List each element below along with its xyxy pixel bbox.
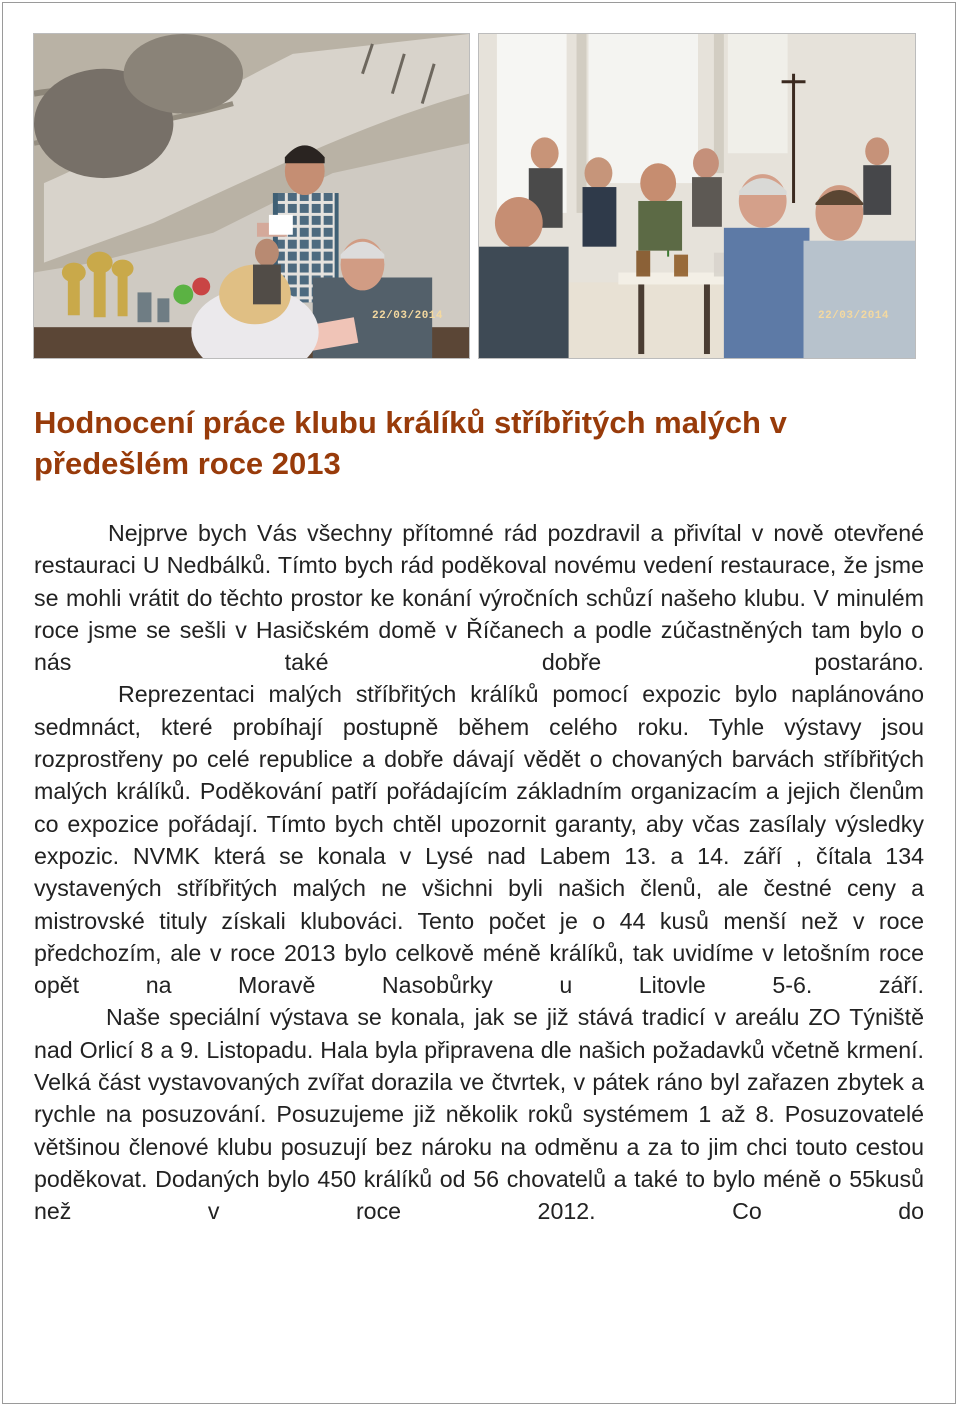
paragraph: Nejprve bych Vás všechny přítomné rád pozdravil a přivítal v nově otevřené restauraci U Nedbálků. Tímto bych rád poděkoval novému vedení restaurace, že jsme se mohli vrátit do těchto prostor ke konání výročních schůzí našeho klubu. V minulém roce jsme se sešli v Hasičském domě v Říčanech a podle zúčastněných tam bylo o nás také dobře postaráno.: [34, 520, 924, 676]
photo-right: [478, 33, 916, 359]
article-title: Hodnocení práce klubu králíků stříbřitých malých v předešlém roce 2013: [34, 405, 787, 481]
article-body: [34, 517, 924, 1228]
paragraph: Reprezentaci malých stříbřitých králíků pomocí expozic bylo naplánováno sedmnáct, které probíhají postupně během celého roku. Tyhle výstavy jsou rozprostřeny po celé republice a dobře dávají vědět o chovaných barvách stříbřitých malých králíků. Poděkování patří pořádajícím základním organizacím a jejich členům co expozice pořádají. Tímto bych chtěl upozornit garanty, aby včas zasílaly výsledky expozic. NVMK která se konala v Lysé nad Labem 13. a 14. září , čítala 134 vystavených stříbřitých malých ne všichni byli našich členů, ale čestné ceny a mistrovské tituly získali klubováci. Tento počet je o 44 kusů menší než v roce předchozím, ale v roce 2013 bylo celkově méně králíků, tak uvidíme v letošním roce opět na Moravě Nasobůrky u Litovle 5-6. září.: [34, 681, 924, 999]
photo-left: [33, 33, 470, 359]
paragraph: Naše speciální výstava se konala, jak se již stává tradicí v areálu ZO Týniště nad Orlicí 8 a 9. Listopadu. Hala byla připravena dle našich požadavků včetně krmení. Velká část vystavovaných zvířat dorazila ve čtvrtek, v pátek ráno byl zařazen zbytek a rychle na posuzování. Posuzujeme již několik roků systémem 1 až 8. Posuzovatelé většinou členové klubu posuzují bez nároku na odměnu a za to jim chci touto cestou poděkovat. Dodaných bylo 450 králíků od 56 chovatelů a také to bylo méně o 55kusů než v roce 2012. Co do: [34, 1004, 924, 1225]
photo-date-stamp: 22/03/2014: [371, 310, 443, 322]
photo-date-stamp: 22/03/2014: [817, 310, 889, 322]
